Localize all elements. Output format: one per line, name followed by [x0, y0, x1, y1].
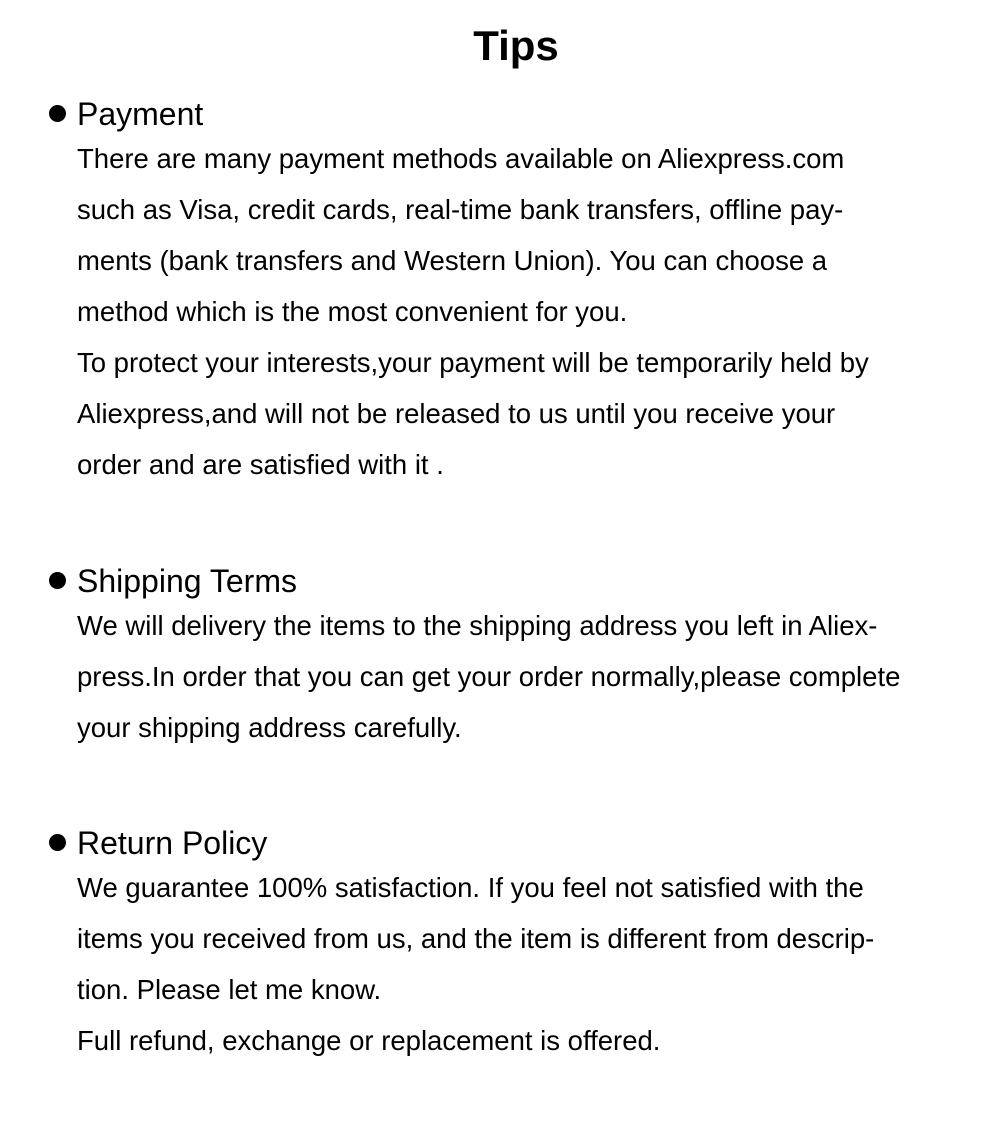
paragraph-line: To protect your interests,your payment will be temporarily held by	[77, 347, 869, 378]
section-heading	[0, 559, 1000, 603]
section-body	[77, 133, 869, 490]
paragraph-line: such as Visa, credit cards, real-time bank transfers, offline pay-	[77, 194, 844, 225]
section-payment	[0, 92, 1000, 480]
page-title: Tips	[473, 22, 559, 69]
section-shipping-terms	[0, 559, 1000, 743]
section-heading	[0, 821, 1000, 865]
paragraph-line: method which is the most convenient for you.	[77, 296, 628, 327]
section-title-shipping-terms: Shipping Terms	[77, 563, 297, 599]
bullet-icon	[49, 105, 66, 122]
paragraph-line: your shipping address carefully.	[77, 712, 462, 743]
paragraph-line: There are many payment methods available on Aliexpress.com	[77, 143, 845, 174]
paragraph-line: Aliexpress,and will not be released to us until you receive your	[77, 398, 836, 429]
bullet-icon	[49, 572, 66, 589]
section-title-return-policy: Return Policy	[77, 825, 268, 861]
paragraph-line: ments (bank transfers and Western Union). You can choose a	[77, 245, 828, 276]
paragraph-line: We guarantee 100% satisfaction. If you feel not satisfied with the	[77, 872, 864, 903]
section-body	[77, 600, 900, 753]
paragraph-line: tion. Please let me know.	[77, 974, 382, 1005]
paragraph-line: items you received from us, and the item is different from descrip-	[77, 923, 875, 954]
paragraph-line: We will delivery the items to the shipping address you left in Aliex-	[77, 610, 878, 641]
section-heading	[0, 92, 1000, 136]
section-return-policy	[0, 821, 1000, 1056]
paragraph-line: Full refund, exchange or replacement is offered.	[77, 1025, 661, 1056]
section-title-payment: Payment	[77, 96, 204, 132]
section-body	[77, 862, 874, 1066]
paragraph-line: press.In order that you can get your order normally,please complete	[77, 661, 901, 692]
paragraph-line: order and are satisfied with it .	[77, 449, 444, 480]
bullet-icon	[49, 834, 66, 851]
